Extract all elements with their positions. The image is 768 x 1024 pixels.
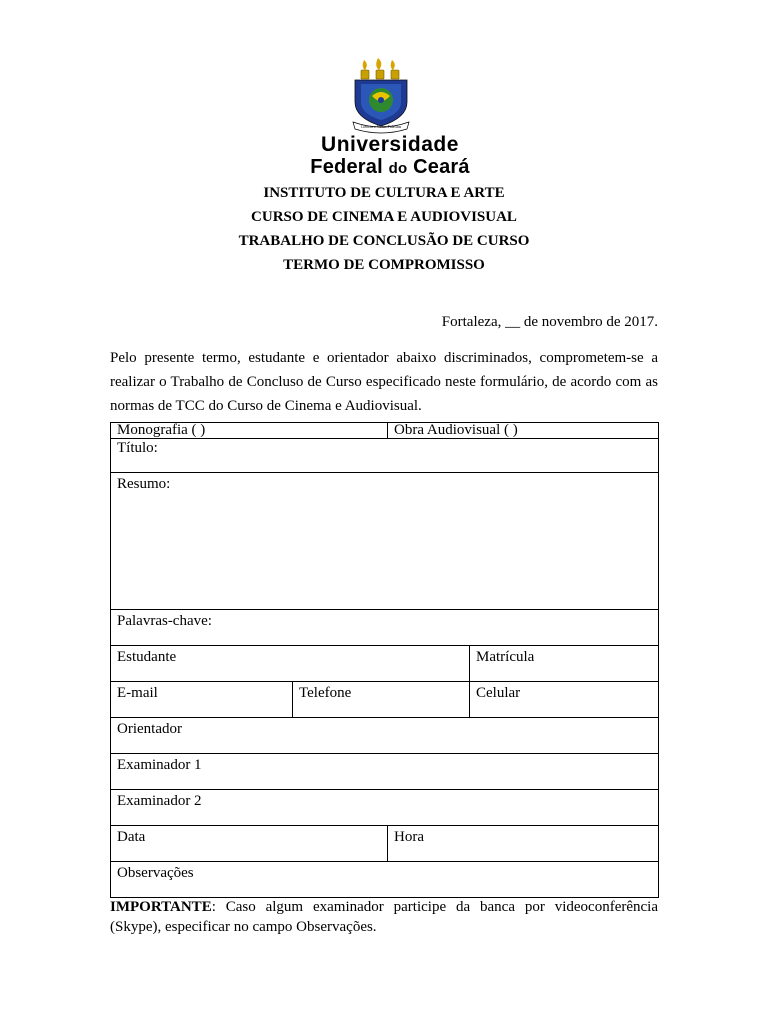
observacoes-field[interactable]: Observações — [111, 862, 659, 898]
document-headings — [0, 181, 768, 277]
telefone-field[interactable]: Telefone — [293, 682, 470, 718]
celular-field[interactable]: Celular — [470, 682, 659, 718]
ufc-crest-motto: Ciência e Virtus Fidelitas — [360, 124, 402, 129]
heading-institute: INSTITUTO DE CULTURA E ARTE — [263, 185, 505, 201]
palavras-chave-field[interactable]: Palavras-chave: — [111, 610, 659, 646]
monografia-field[interactable]: Monografia ( ) — [111, 423, 388, 439]
resumo-field[interactable]: Resumo: — [111, 473, 659, 610]
estudante-field[interactable]: Estudante — [111, 646, 470, 682]
data-field[interactable]: Data — [111, 826, 388, 862]
university-name-line1: Universidade — [321, 133, 459, 156]
obra-audiovisual-field[interactable]: Obra Audiovisual ( ) — [388, 423, 659, 439]
dateline: Fortaleza, __ de novembro de 2017. — [441, 314, 658, 330]
important-text: : Caso algum examinador participe da banca por videoconferência (Skype), especificar no campo Observações. — [110, 899, 658, 935]
university-name-line2: Federal do Ceará — [310, 156, 470, 178]
examinador1-field[interactable]: Examinador 1 — [111, 754, 659, 790]
orientador-field[interactable]: Orientador — [111, 718, 659, 754]
form-table — [110, 422, 659, 898]
heading-term: TERMO DE COMPROMISSO — [283, 257, 485, 273]
heading-course: CURSO DE CINEMA E AUDIOVISUAL — [251, 209, 517, 225]
email-field[interactable]: E-mail — [111, 682, 293, 718]
important-label: IMPORTANTE — [110, 899, 212, 915]
hora-field[interactable]: Hora — [388, 826, 659, 862]
university-name — [280, 134, 500, 177]
examinador2-field[interactable]: Examinador 2 — [111, 790, 659, 826]
titulo-field[interactable]: Título: — [111, 439, 659, 473]
ufc-crest-logo — [350, 58, 412, 134]
heading-work: TRABALHO DE CONCLUSÃO DE CURSO — [238, 233, 530, 249]
commitment-form — [110, 422, 658, 898]
intro-paragraph: Pelo presente termo, estudante e orientador abaixo discriminados, comprometem-se a realizar o Trabalho de Concluso de Curso especificado neste formulário, de acordo com as normas de TCC do Curso de Cinema e Audiovisual. — [110, 350, 658, 414]
matricula-field[interactable]: Matrícula — [470, 646, 659, 682]
important-note — [110, 897, 658, 937]
